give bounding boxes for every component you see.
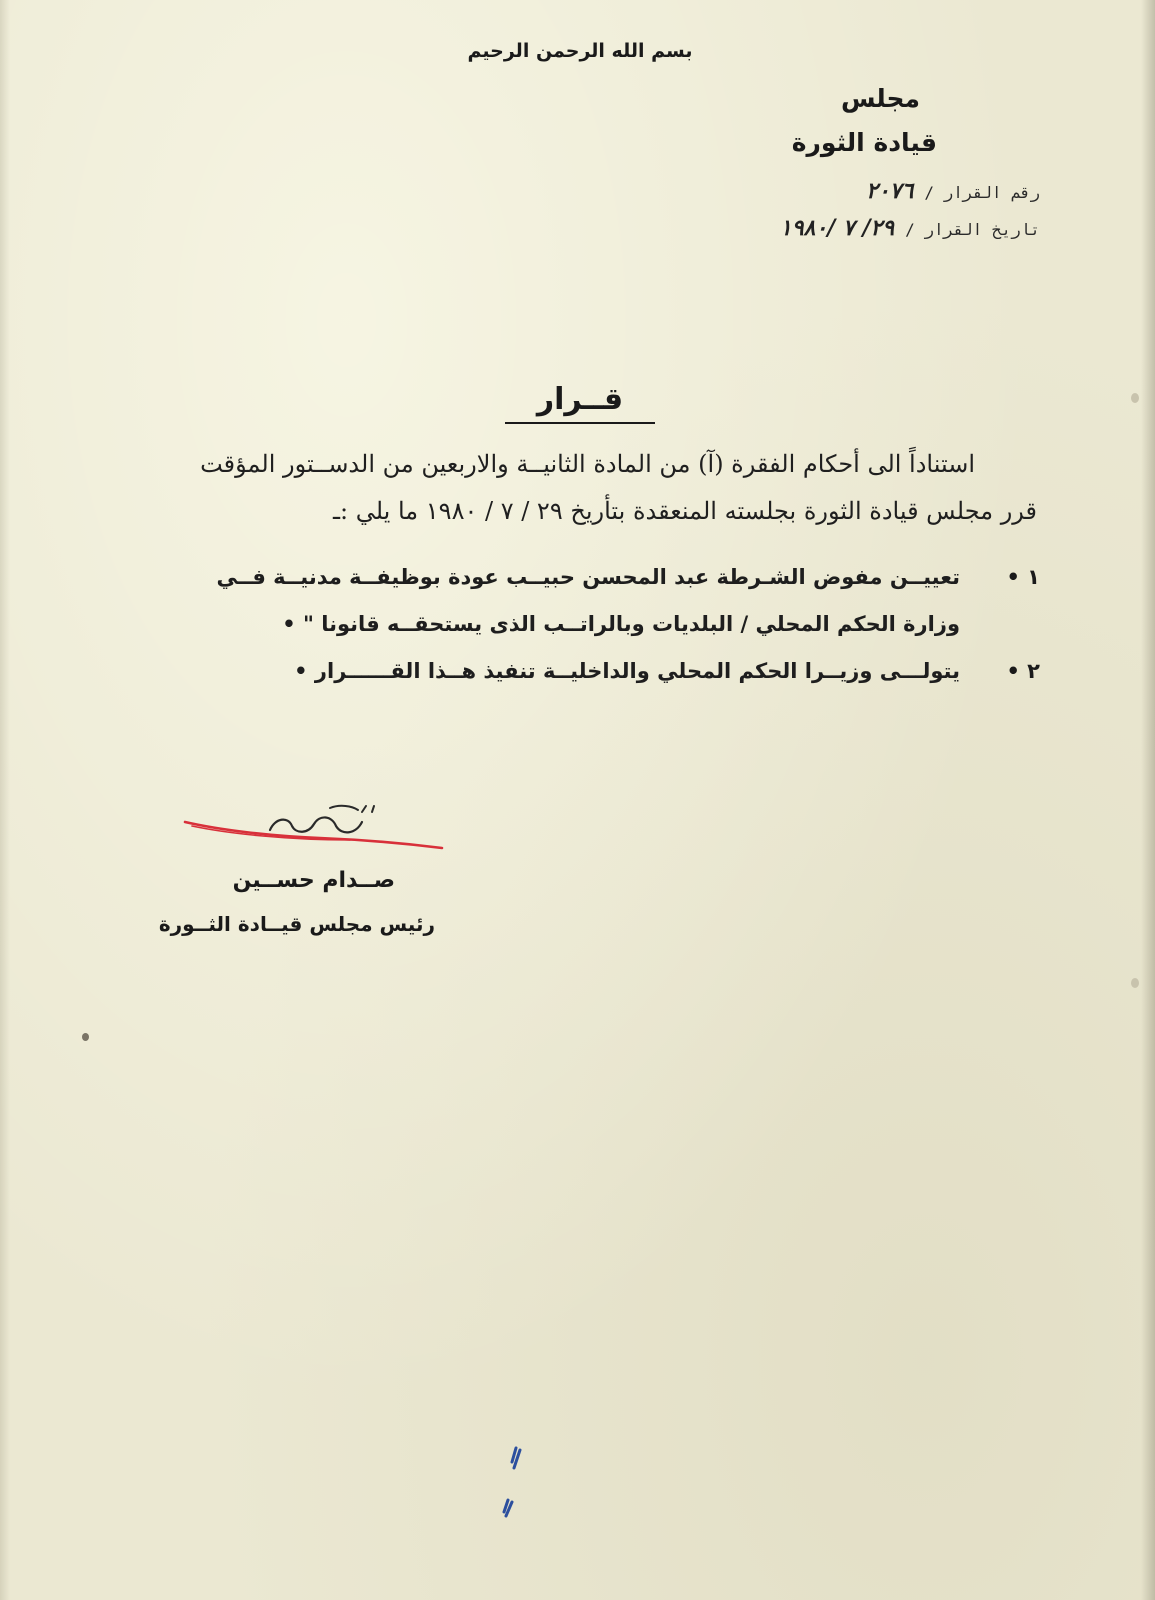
item-2-line-1: يتولـــى وزيــرا الحكم المحلي والداخليــة تنفيذ هــذا القــــــرار • [294,659,960,683]
document-title: قــرار [536,382,624,417]
preamble-line-1: استناداً الى أحكام الفقرة (آ) من المادة الثانيــة والاربعين من الدســتور المؤقت [200,450,975,478]
item-2-number: ٢ • [1006,659,1040,683]
paper-spot [82,1033,89,1041]
decision-date [780,215,1040,241]
blue-ink-mark [494,1440,534,1540]
council-title-line2: قيادة الثورة [791,128,937,157]
item-1-line-1: تعييــن مفوض الشـرطة عبد المحسن حبيــب عودة بوظيفــة مدنيــة فــي [216,565,960,589]
page-right-edge [1141,0,1155,1600]
preamble-line-2: قرر مجلس قيادة الثورة بجلسته المنعقدة بتأريخ ٢٩ / ٧ / ١٩٨٠ ما يلي :ـ [332,497,1037,525]
title-underline [505,422,655,424]
decision-number-label: رقم القرار / [924,183,1040,202]
decision-date-value: ٢٩/ ٧ /١٩٨٠ [779,215,895,241]
paper-spot [1131,978,1139,988]
decision-date-label: تاريخ القرار / [905,220,1040,239]
decision-number-value: ٢٠٧٦ [866,178,914,204]
handwritten-signature [180,800,450,870]
council-title-line1: مجلس [840,84,920,113]
basmala-heading: بسم الله الرحمن الرحيم [467,40,693,62]
signer-name: صــدام حســين [232,868,395,893]
item-1-line-2: وزارة الحكم المحلي / البلديات وبالراتــب الذى يستحقــه قانونا " • [282,612,960,636]
decision-number [866,178,1040,204]
signer-title: رئيس مجلس قيــادة الثــورة [158,912,435,936]
page-left-edge [0,0,10,1600]
paper-spot [1131,393,1139,403]
item-1-number: ١ • [1006,565,1040,589]
